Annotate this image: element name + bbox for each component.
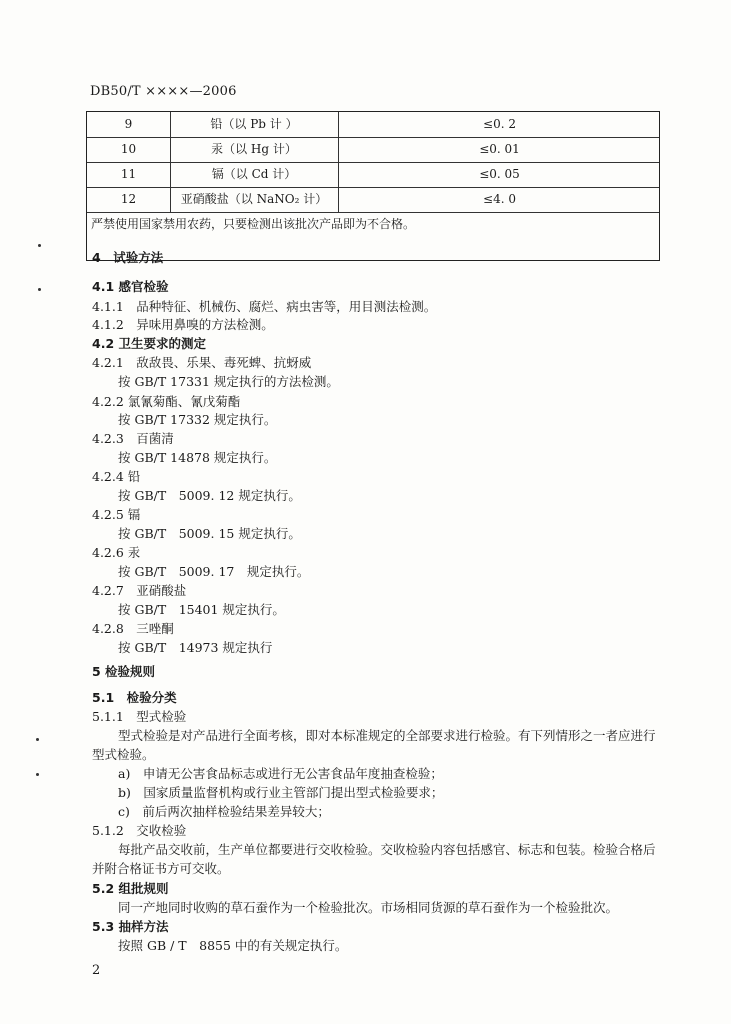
body-text-line: a) 申请无公害食品标志或进行无公害食品年度抽查检验； [118, 766, 443, 781]
body-text-line: 并附合格证书方可交收。 [92, 861, 230, 876]
body-text-line: 4.2.4 铅 [92, 469, 141, 484]
section-heading: 5.3 抽样方法 [92, 919, 169, 934]
body-text-line: 4.1.1 品种特征、机械伤、腐烂、病虫害等，用目测法检测。 [92, 299, 437, 314]
table-cell-item: 镉（以 Cd 计） [170, 162, 339, 187]
document-header: DB50/T ××××—2006 [90, 84, 237, 99]
body-text-line: 4.2.1 敌敌畏、乐果、毒死蜱、抗蚜威 [92, 355, 312, 370]
table-row [87, 112, 659, 138]
section-heading: 4.2 卫生要求的测定 [92, 336, 206, 351]
table-cell-limit: ≤0. 05 [479, 167, 520, 181]
body-text-line: 同一产地同时收购的草石蚕作为一个检验批次。市场相同货源的草石蚕作为一个检验批次。 [118, 900, 619, 915]
body-text-line: 按 GB/T 5009. 12 规定执行。 [118, 488, 301, 503]
table-note: 严禁使用国家禁用农药，只要检测出该批次产品即为不合格。 [91, 217, 416, 231]
section-heading: 4 试验方法 [92, 250, 164, 265]
body-text-line: 按 GB/T 17331 规定执行的方法检测。 [118, 374, 339, 389]
body-text-line: 按 GB/T 14878 规定执行。 [118, 450, 277, 465]
section-heading: 4.1 感官检验 [92, 279, 169, 294]
table-cell-limit: ≤0. 2 [483, 117, 516, 131]
body-text-line: 每批产品交收前，生产单位都要进行交收检验。交收检验内容包括感官、标志和包装。检验合格后 [118, 842, 656, 857]
limits-table [86, 111, 660, 261]
page-number: 2 [92, 963, 101, 978]
body-text-line: 5.1.1 型式检验 [92, 709, 187, 724]
body-text-line: 5.1.2 交收检验 [92, 823, 187, 838]
table-row [87, 137, 659, 163]
scan-mark [38, 244, 41, 247]
table-cell-number: 10 [87, 137, 171, 162]
body-text-line: 按 GB/T 17332 规定执行。 [118, 412, 277, 427]
body-text-line: 4.2.6 汞 [92, 545, 141, 560]
body-text-line: 按照 GB / T 8855 中的有关规定执行。 [118, 938, 348, 953]
scan-mark [36, 738, 39, 741]
body-text-line: 4.2.8 三唑酮 [92, 621, 174, 636]
body-text-line: c) 前后两次抽样检验结果差异较大； [118, 804, 330, 819]
table-cell-limit: ≤4. 0 [483, 192, 516, 206]
body-text-line: 4.2.7 亚硝酸盐 [92, 583, 187, 598]
body-text-line: 4.2.3 百菌清 [92, 431, 174, 446]
table-cell-number: 12 [87, 187, 171, 212]
table-cell-limit: ≤0. 01 [479, 142, 520, 156]
table-cell-number: 9 [87, 112, 171, 137]
body-text-line: 型式检验。 [92, 747, 155, 762]
table-cell-item: 铅（以 Pb 计 ） [170, 112, 339, 137]
scan-mark [36, 773, 39, 776]
table-row [87, 162, 659, 188]
table-cell-item: 亚硝酸盐（以 NaNO₂ 计） [170, 187, 339, 212]
table-row [87, 187, 659, 213]
section-heading: 5.1 检验分类 [92, 690, 177, 705]
scan-mark [38, 288, 41, 291]
body-text-line: 4.2.2 氯氰菊酯、氰戊菊酯 [92, 394, 241, 409]
body-text-line: 按 GB/T 14973 规定执行 [118, 640, 273, 655]
body-text-line: 4.2.5 镉 [92, 507, 141, 522]
body-text-line: 按 GB/T 5009. 17 规定执行。 [118, 564, 310, 579]
table-cell-item: 汞（以 Hg 计） [170, 137, 339, 162]
body-text-line: b) 国家质量监督机构或行业主管部门提出型式检验要求； [118, 785, 444, 800]
body-text-line: 按 GB/T 15401 规定执行。 [118, 602, 285, 617]
table-cell-number: 11 [87, 162, 171, 187]
body-text-line: 按 GB/T 5009. 15 规定执行。 [118, 526, 301, 541]
body-text-line: 4.1.2 异味用鼻嗅的方法检测。 [92, 317, 274, 332]
section-heading: 5.2 组批规则 [92, 881, 169, 896]
section-heading: 5 检验规则 [92, 664, 156, 679]
body-text-line: 型式检验是对产品进行全面考核，即对本标准规定的全部要求进行检验。有下列情形之一者应进行 [118, 728, 656, 743]
